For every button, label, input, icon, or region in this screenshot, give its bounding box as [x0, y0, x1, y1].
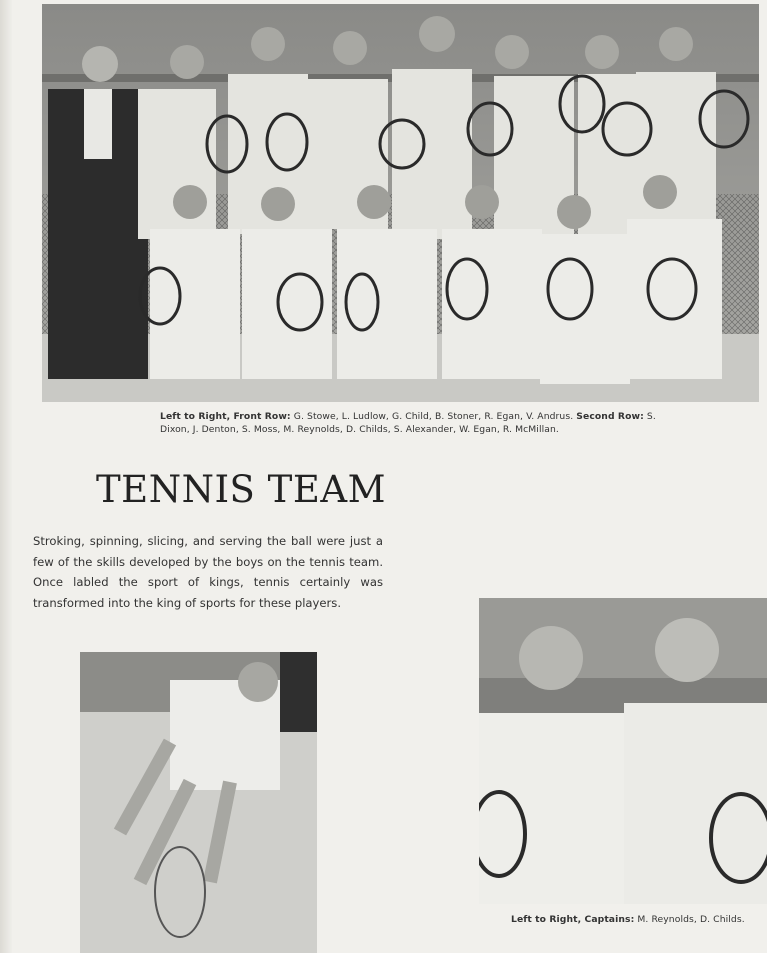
captains-photo — [479, 598, 767, 904]
second-row-names: S. Dixon, J. Denton, S. Moss, M. Reynolds, D. Childs, S. Alexander, W. Egan, R. McMillan. — [160, 411, 656, 435]
page-edge — [0, 0, 12, 953]
captains-caption — [511, 913, 761, 926]
front-row-names: G. Stowe, L. Ludlow, G. Child, B. Stoner, R. Egan, V. Andrus. — [293, 411, 574, 422]
captains-label: Left to Right, Captains: — [511, 914, 635, 925]
team-photo-caption — [160, 410, 660, 436]
page-title: TENNIS TEAM — [96, 468, 386, 511]
front-row-label: Left to Right, Front Row: — [160, 411, 291, 422]
second-row-label: Second Row: — [576, 411, 644, 422]
captains-names: M. Reynolds, D. Childs. — [637, 914, 745, 925]
team-group-photo — [42, 4, 759, 402]
intro-paragraph: Stroking, spinning, slicing, and serving the ball were just a few of the skills developed by the boys on the tennis team. Once labled the sport of kings, tennis certainly was transformed into the king of sports for these players. — [33, 534, 383, 610]
action-photo — [80, 652, 317, 953]
